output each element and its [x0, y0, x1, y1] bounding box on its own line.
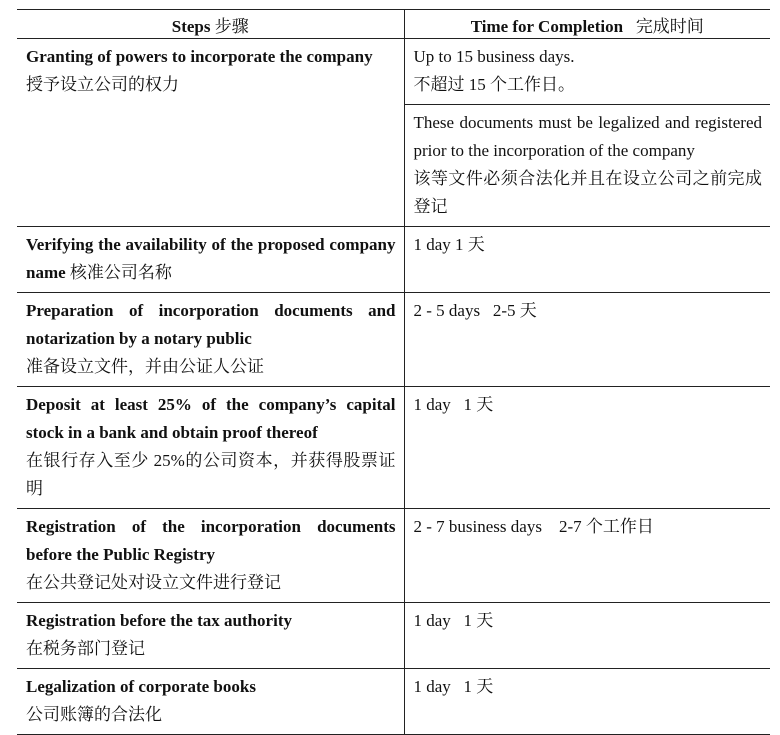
time-en: Up to 15 business days.: [413, 47, 575, 66]
step-zh: 在税务部门登记: [26, 639, 145, 658]
table-row: [17, 227, 770, 293]
time-cell: [404, 387, 770, 509]
time-en: 2 - 7 business days: [413, 517, 542, 536]
time-cell: [404, 227, 770, 293]
note-cell: [404, 105, 770, 227]
table-row: [17, 387, 770, 509]
step-zh: 在公共登记处对设立文件进行登记: [26, 573, 281, 592]
table-row: [17, 669, 770, 735]
step-cell: [17, 293, 404, 387]
step-cell: [17, 669, 404, 735]
steps-column-header: [17, 10, 404, 39]
table-row: [17, 509, 770, 603]
time-header-zh: 完成时间: [635, 16, 704, 36]
step-en: Preparation of incorporation documents and notarization by a notary public: [26, 301, 396, 348]
table-row: [17, 293, 770, 387]
time-zh: 2-7 个工作日: [558, 517, 654, 536]
table-body: [17, 39, 770, 735]
step-cell: [17, 603, 404, 669]
table-header: [17, 10, 770, 39]
time-en: 1 day: [413, 235, 451, 254]
time-column-header: [404, 10, 770, 39]
time-zh: 1 天: [463, 611, 494, 630]
time-cell: [404, 603, 770, 669]
incorporation-steps-table: [17, 9, 770, 735]
step-zh: 授予设立公司的权力: [26, 75, 179, 94]
steps-header-zh: 步骤: [214, 16, 249, 36]
step-en: Legalization of corporate books: [26, 677, 256, 696]
header-row: [17, 10, 770, 39]
step-en: Deposit at least 25% of the company’s capital stock in a bank and obtain proof thereof: [26, 395, 396, 442]
time-en: 1 day: [413, 677, 451, 696]
note-en: These documents must be legalized and registered prior to the incorporation of the company: [413, 113, 762, 160]
table-row: [17, 39, 770, 105]
time-cell: [404, 39, 770, 105]
time-zh: 1 天: [463, 677, 494, 696]
time-en: 1 day: [413, 611, 451, 630]
step-zh: 准备设立文件，并由公证人公证: [26, 357, 264, 376]
table-row: [17, 603, 770, 669]
step-cell: [17, 509, 404, 603]
time-header-en: Time for Completion: [470, 16, 624, 36]
step-en: Verifying the availability of the proposed company name: [26, 235, 396, 282]
step-cell: [17, 39, 404, 227]
step-en: Granting of powers to incorporate the company: [26, 47, 373, 66]
step-zh: 公司账簿的合法化: [26, 705, 162, 724]
time-zh: 2-5 天: [492, 301, 537, 320]
step-cell: [17, 387, 404, 509]
time-zh: 不超过 15 个工作日。: [413, 75, 575, 94]
time-zh: 1 天: [463, 395, 494, 414]
time-en: 2 - 5 days: [413, 301, 481, 320]
step-cell: [17, 227, 404, 293]
step-en: Registration before the tax authority: [26, 611, 292, 630]
time-zh: 1 天: [455, 235, 485, 254]
step-zh: 在银行存入至少 25%的公司资本，并获得股票证明: [26, 451, 396, 498]
step-zh: 核准公司名称: [69, 263, 172, 282]
time-cell: [404, 293, 770, 387]
time-cell: [404, 669, 770, 735]
step-en: Registration of the incorporation documents before the Public Registry: [26, 517, 396, 564]
time-cell: [404, 509, 770, 603]
time-en: 1 day: [413, 395, 451, 414]
note-zh: 该等文件必须合法化并且在设立公司之前完成登记: [413, 169, 762, 216]
steps-header-en: Steps: [171, 16, 211, 36]
